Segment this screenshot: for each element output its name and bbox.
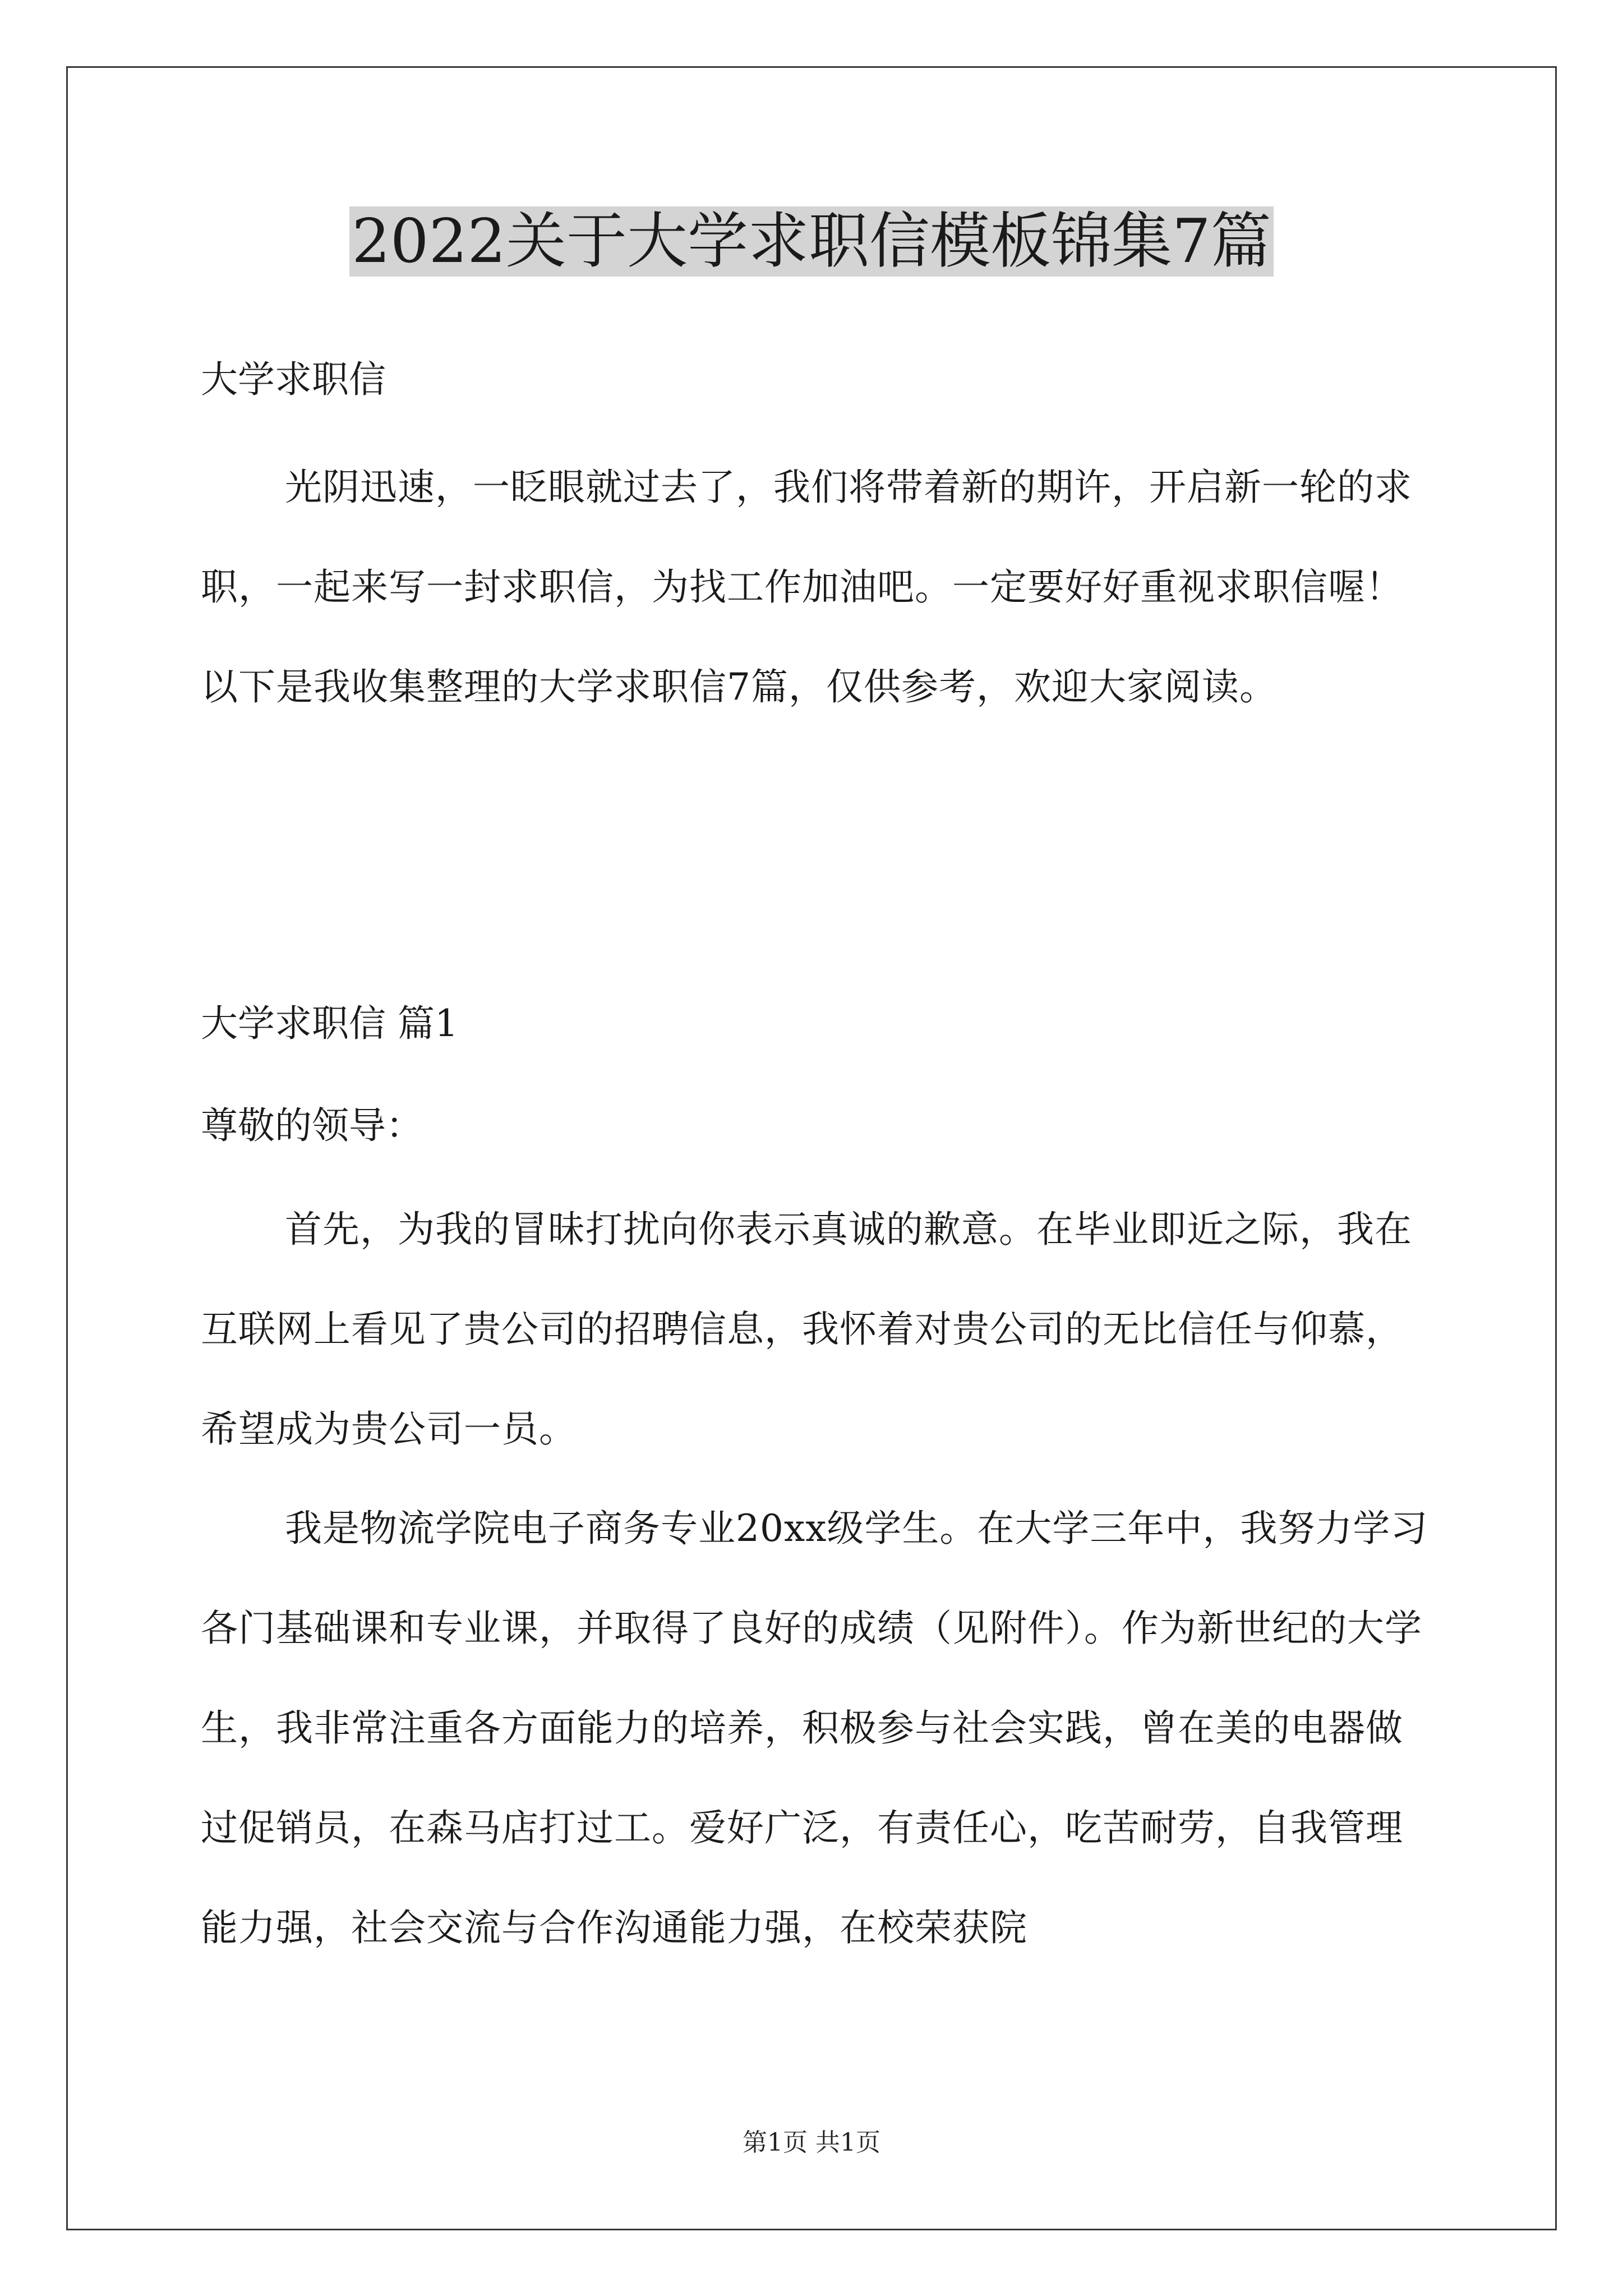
body-paragraph-1: 首先，为我的冒昧打扰向你表示真诚的歉意。在毕业即近之际，我在互联网上看见了贵公司的招聘信息，我怀着对贵公司的无比信任与仰慕，希望成为贵公司一员。 — [201, 1208, 1412, 1451]
intro-heading: 大学求职信 — [201, 358, 386, 401]
document-title: 2022关于大学求职信模板锦集7篇 — [0, 200, 1623, 284]
salutation: 尊敬的领导： — [201, 1104, 423, 1147]
body-paragraph-2: 我是物流学院电子商务专业20xx级学生。在大学三年中，我努力学习各门基础课和专业课，并取得了良好的成绩（见附件）。作为新世纪的大学生，我非常注重各方面能力的培养，积极参与社会实践，曾在美的电器做过促销员，在森马店打过工。爱好广泛，有责任心，吃苦耐劳，自我管理能力强，社会交流与合作沟通能力强，在校荣获院 — [201, 1507, 1428, 1949]
section-heading: 大学求职信 篇1 — [201, 1002, 458, 1045]
page-footer: 第1页 共1页 — [743, 2128, 880, 2157]
intro-paragraph: 光阴迅速，一眨眼就过去了，我们将带着新的期许，开启新一轮的求职，一起来写一封求职信，为找工作加油吧。一定要好好重视求职信喔！以下是我收集整理的大学求职信7篇，仅供参考，欢迎大家阅读。 — [201, 466, 1412, 708]
